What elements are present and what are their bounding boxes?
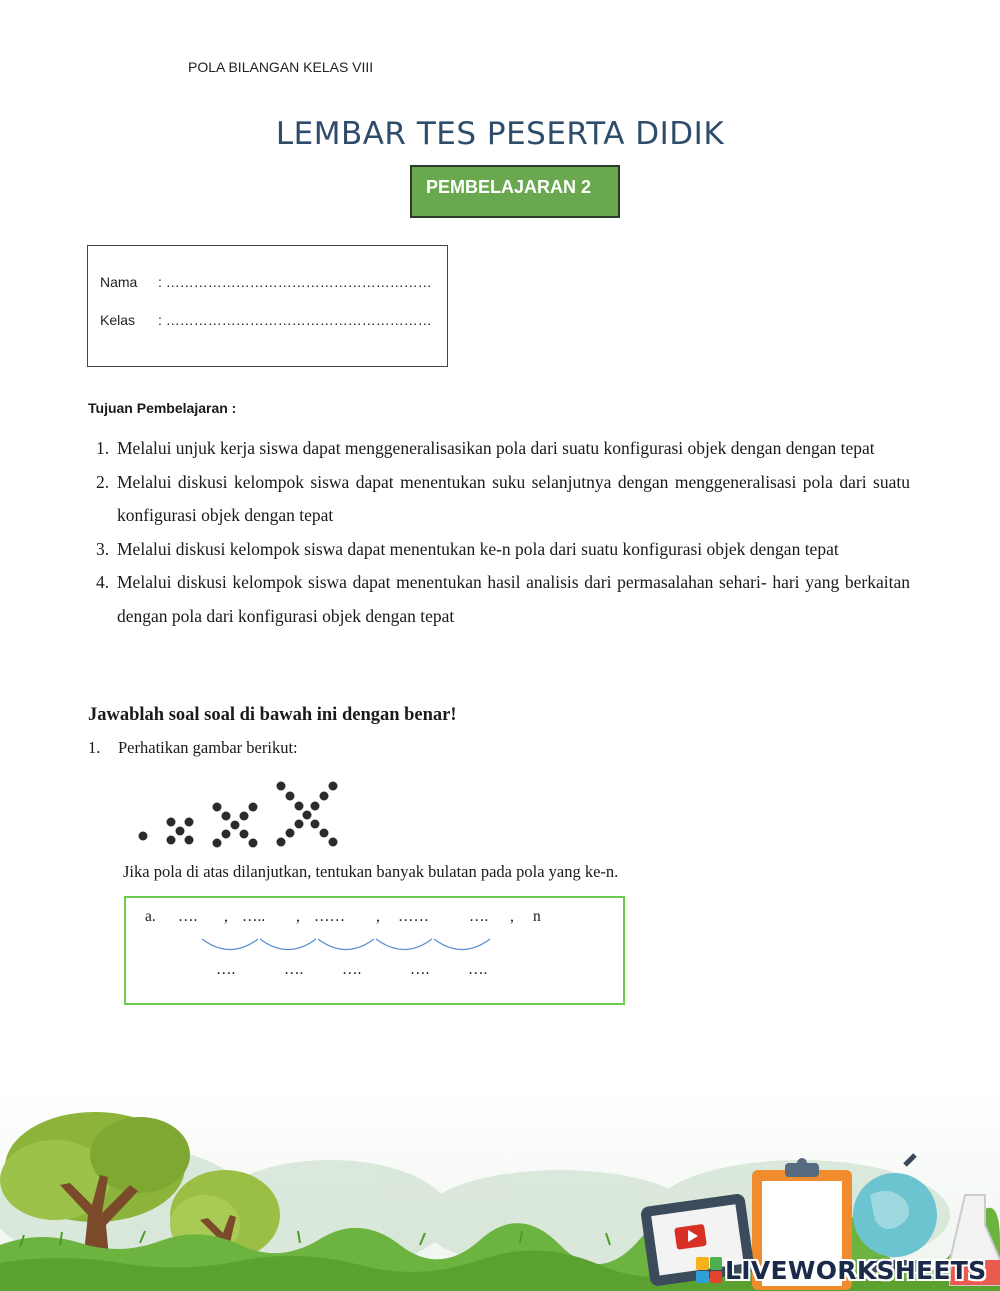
question-task: Jika pola di atas dilanjutkan, tentukan banyak bulatan pada pola yang ke-n. xyxy=(123,862,619,881)
answer-term-n: n xyxy=(533,908,541,925)
pattern-dot xyxy=(311,802,320,811)
pattern-dot xyxy=(286,792,295,801)
pattern-dot xyxy=(240,830,249,839)
answer-term-4[interactable]: …… xyxy=(398,908,429,925)
pattern-dot xyxy=(231,821,240,830)
question-prompt: Perhatikan gambar berikut: xyxy=(118,738,298,757)
answer-separator: , xyxy=(296,908,300,925)
pattern-dot xyxy=(329,838,338,847)
student-info-box xyxy=(87,245,448,367)
logo-square-v xyxy=(696,1271,709,1284)
pattern-dot xyxy=(277,782,286,791)
question-number: 1. xyxy=(88,738,101,757)
goal-number: 2. xyxy=(96,471,110,492)
pattern-dot xyxy=(240,812,249,821)
question-1-prompt xyxy=(88,738,298,758)
difference-arc xyxy=(260,939,316,950)
name-row xyxy=(100,274,432,290)
difference-arcs xyxy=(200,936,500,958)
subject-label: POLA BILANGAN KELAS VIII xyxy=(188,59,374,75)
pattern-dot xyxy=(277,838,286,847)
pattern-dot xyxy=(311,820,320,829)
goal-text: Melalui diskusi kelompok siswa dapat menentukan suku selanjutnya dengan menggeneralisasi pola dari suatu konfigurasi objek dengan tepat xyxy=(117,471,910,526)
pattern-dot xyxy=(295,820,304,829)
class-row xyxy=(100,312,432,328)
logo-square-i xyxy=(710,1257,723,1270)
answer-separator: , xyxy=(510,908,514,925)
answer-difference-5[interactable]: …. xyxy=(468,961,488,978)
goal-number: 1. xyxy=(96,438,110,458)
pattern-dot xyxy=(167,836,176,845)
logo-square-l xyxy=(696,1257,709,1270)
class-label: Kelas xyxy=(100,312,136,328)
goals-heading: Tujuan Pembelajaran : xyxy=(88,400,237,416)
answer-separator: , xyxy=(224,908,228,925)
lesson-badge: PEMBELAJARAN 2 xyxy=(410,165,620,218)
answer-term-5[interactable]: …. xyxy=(469,908,489,925)
answer-term-3[interactable]: …… xyxy=(314,908,345,925)
answer-box xyxy=(124,896,625,1005)
answer-difference-3[interactable]: …. xyxy=(342,961,362,978)
pattern-dot xyxy=(329,782,338,791)
goal-item xyxy=(88,466,910,533)
goal-text: Melalui diskusi kelompok siswa dapat menentukan hasil analisis dari permasalahan sehari- hari yang berkaitan dengan pola dari konfigurasi objek dengan tepat xyxy=(117,572,910,626)
page-title: LEMBAR TES PESERTA DIDIK xyxy=(275,116,725,152)
logo-square-e xyxy=(710,1271,723,1284)
goals-list xyxy=(88,432,910,634)
difference-arc xyxy=(202,939,258,950)
pattern-dot xyxy=(222,812,231,821)
pattern-dot xyxy=(213,803,222,812)
pattern-dot xyxy=(185,818,194,827)
goal-text: Melalui unjuk kerja siswa dapat menggeneralisasikan pola dari suatu konfigurasi objek dengan dengan tepat xyxy=(117,438,875,458)
answer-difference-2[interactable]: …. xyxy=(284,961,304,978)
answer-separator: , xyxy=(376,908,380,925)
name-field[interactable]: : ………………………………………………… xyxy=(158,274,432,290)
goal-item xyxy=(88,533,910,567)
pattern-dot xyxy=(222,830,231,839)
goal-item xyxy=(88,432,910,466)
dot-pattern-figure xyxy=(130,775,350,850)
pattern-dot xyxy=(213,839,222,848)
pattern-dot xyxy=(303,811,312,820)
goal-number: 4. xyxy=(96,572,110,593)
pattern-dot xyxy=(286,829,295,838)
pattern-dot xyxy=(185,836,194,845)
class-field[interactable]: : ………………………………………………… xyxy=(158,312,432,328)
pattern-dot xyxy=(167,818,176,827)
goal-text: Melalui diskusi kelompok siswa dapat menentukan ke-n pola dari suatu konfigurasi objek dengan tepat xyxy=(117,538,839,559)
answer-label: a. xyxy=(145,908,156,925)
pattern-dot xyxy=(139,832,148,841)
pattern-dot xyxy=(320,792,329,801)
difference-arc xyxy=(434,939,490,950)
pattern-dot xyxy=(176,827,185,836)
name-label: Nama xyxy=(100,274,138,290)
liveworksheets-logo-text: LIVEWORKSHEETS xyxy=(725,1255,987,1285)
goal-item xyxy=(88,566,910,633)
pattern-dot xyxy=(320,829,329,838)
answer-difference-1[interactable]: …. xyxy=(216,961,236,978)
instruction: Jawablah soal soal di bawah ini dengan benar! xyxy=(88,705,457,725)
liveworksheets-logo-icon xyxy=(696,1257,722,1283)
answer-difference-4[interactable]: …. xyxy=(410,961,430,978)
answer-term-1[interactable]: …. xyxy=(178,908,198,925)
answer-term-2[interactable]: ….. xyxy=(242,908,266,925)
difference-arc xyxy=(376,939,432,950)
pattern-dot xyxy=(249,839,258,848)
difference-arc xyxy=(318,939,374,950)
pattern-dot xyxy=(249,803,258,812)
pattern-dot xyxy=(295,802,304,811)
liveworksheets-logo[interactable] xyxy=(696,1253,996,1287)
goal-number: 3. xyxy=(96,538,110,559)
